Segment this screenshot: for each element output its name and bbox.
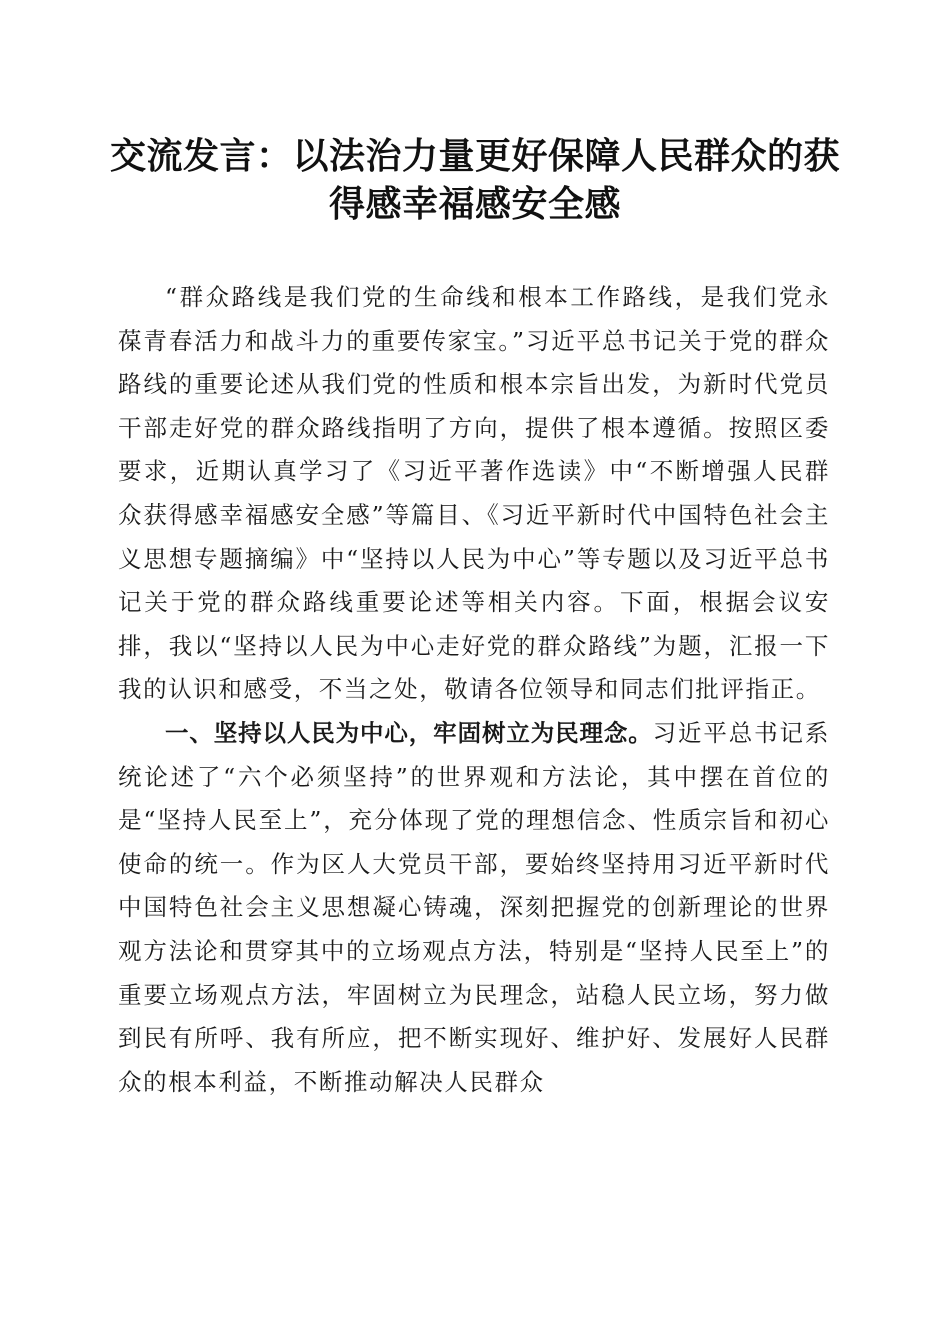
intro-paragraph <box>118 276 830 712</box>
document-title: 交流发言：以法治力量更好保障人民群众的获得感幸福感安全感 <box>110 135 841 225</box>
intro-paragraph-text: “群众路线是我们党的生命线和根本工作路线，是我们党永葆青春活力和战斗力的重要传家宝。”习近平总书记关于党的群众路线的重要论述从我们党的性质和根本宗旨出发，为新时代党员干部走好党的群众路线指明了方向，提供了根本遵循。按照区委要求，近期认真学习了《习近平著作选读》中“不断增强人民群众获得感幸福感安全感”等篇目、《习近平新时代中国特色社会主义思想专题摘编》中“坚持以人民为中心”等专题以及习近平总书记关于党的群众路线重要论述等相关内容。下面，根据会议安排，我以“坚持以人民为中心走好党的群众路线”为题，汇报一下我的认识和感受，不当之处，敬请各位领导和同志们批评指正。 <box>118 283 830 704</box>
section-one-heading: 一、坚持以人民为中心，牢固树立为民理念。 <box>165 718 653 747</box>
section-one-text: 习近平总书记系统论述了“六个必须坚持”的世界观和方法论，其中摆在首位的是“坚持人民至上”，充分体现了党的理想信念、性质宗旨和初心使命的统一。作为区人大党员干部，要始终坚持用习近平新时代中国特色社会主义思想凝心铸魂，深刻把握党的创新理论的世界观方法论和贯穿其中的立场观点方法，特别是“坚持人民至上”的重要立场观点方法，牢固树立为民理念，站稳人民立场，努力做到民有所呼、我有所应，把不断实现好、维护好、发展好人民群众的根本利益，不断推动解决人民群众 <box>118 718 831 1096</box>
section-one-paragraph <box>118 712 830 1104</box>
document-body <box>118 276 830 1104</box>
